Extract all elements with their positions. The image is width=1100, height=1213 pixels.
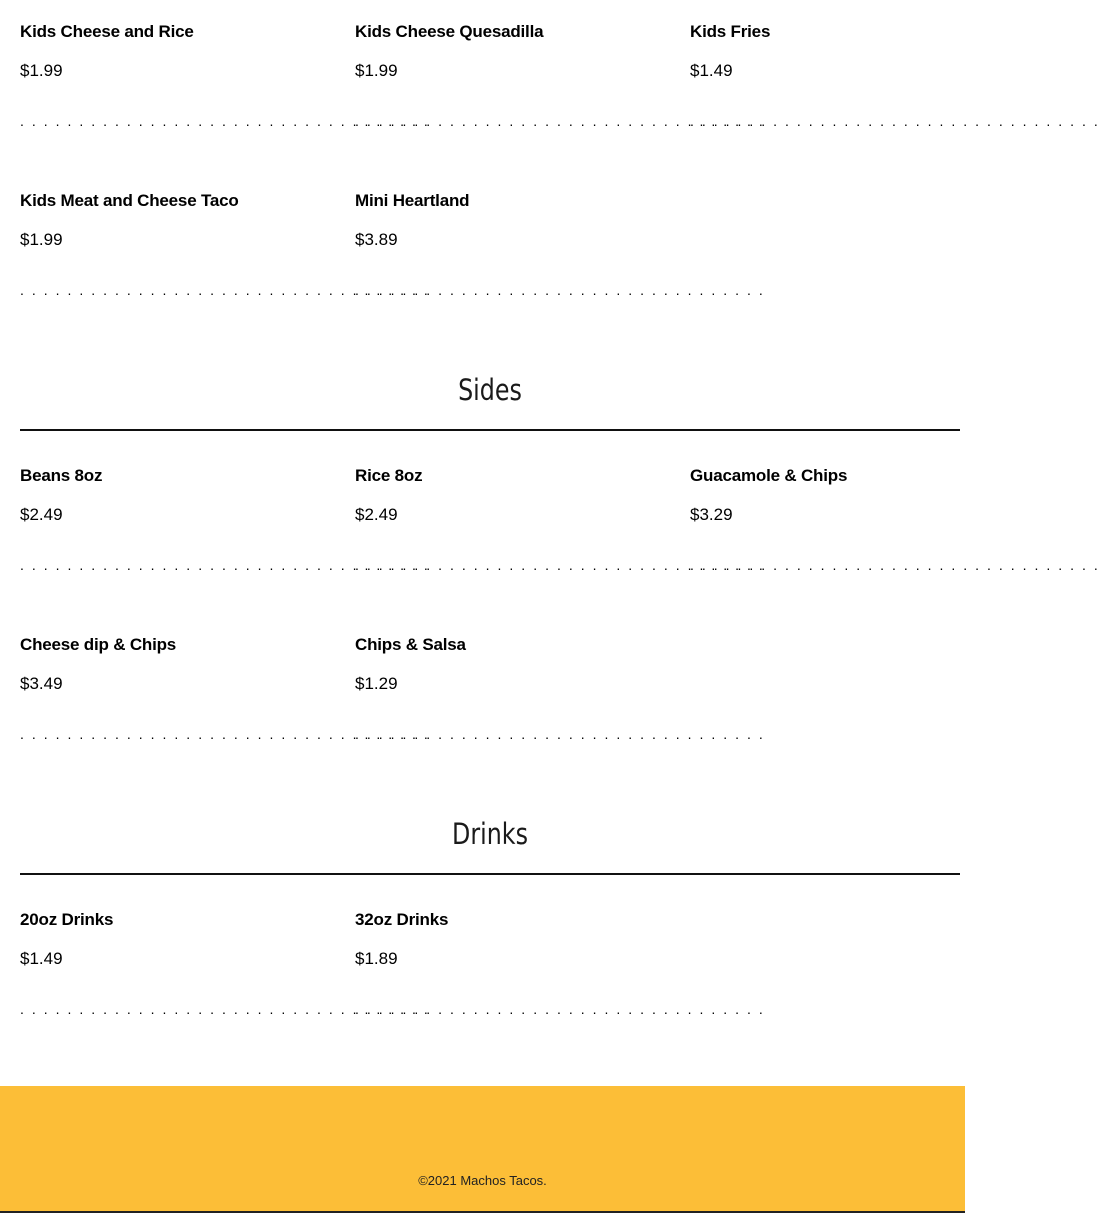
menu-item-divider: . . . . . . . . . . . . . . . . . . . . . . . . . . . . . . . . . . . [355,1001,765,1017]
menu-item-price: $2.49 [20,505,63,524]
menu-item-name: 20oz Drinks [20,910,114,929]
menu-item-name: Guacamole & Chips [690,466,848,485]
menu-item-price: $2.49 [355,505,398,524]
menu-item-divider: . . . . . . . . . . . . . . . . . . . . . . . . . . . . . . . . . . . [20,282,430,298]
menu-item-divider: . . . . . . . . . . . . . . . . . . . . . . . . . . . . . . . . . . . [20,113,430,129]
section-divider [20,873,960,875]
footer-copyright: ©2021 Machos Tacos. [418,1173,547,1188]
menu-item-price: $1.49 [20,949,63,968]
menu-item-divider: . . . . . . . . . . . . . . . . . . . . . . . . . . . . . . . . . . . [355,113,765,129]
menu-item-price: $1.49 [690,61,733,80]
menu-item-name: Kids Fries [690,22,771,41]
menu-item-name: Chips & Salsa [355,635,466,654]
menu-item-divider: . . . . . . . . . . . . . . . . . . . . . . . . . . . . . . . . . . . [20,557,430,573]
menu-item-name: Beans 8oz [20,466,103,485]
menu-item-divider: . . . . . . . . . . . . . . . . . . . . . . . . . . . . . . . . . . . [355,726,765,742]
menu-item-price: $3.29 [690,505,733,524]
site-footer [0,1086,965,1213]
menu-item-divider: . . . . . . . . . . . . . . . . . . . . . . . . . . . . . . . . . . . [355,557,765,573]
menu-item-divider: . . . . . . . . . . . . . . . . . . . . . . . . . . . . . . . . . . . [690,113,1100,129]
menu-item-divider: . . . . . . . . . . . . . . . . . . . . . . . . . . . . . . . . . . . [20,726,430,742]
menu-item-name: Kids Cheese and Rice [20,22,194,41]
menu-item-price: $3.49 [20,674,63,693]
section-title-drinks: Drinks [452,817,528,851]
menu-item-name: Kids Meat and Cheese Taco [20,191,239,210]
menu-item-name: Rice 8oz [355,466,423,485]
menu-item-price: $1.99 [355,61,398,80]
menu-item-price: $1.99 [20,61,63,80]
section-title-sides: Sides [458,373,522,407]
menu-item-name: Mini Heartland [355,191,470,210]
menu-item-price: $1.99 [20,230,63,249]
menu-item-divider: . . . . . . . . . . . . . . . . . . . . . . . . . . . . . . . . . . . [355,282,765,298]
menu-item-name: 32oz Drinks [355,910,449,929]
menu-item-price: $1.89 [355,949,398,968]
menu-item-price: $1.29 [355,674,398,693]
section-divider [20,429,960,431]
menu-item-divider: . . . . . . . . . . . . . . . . . . . . . . . . . . . . . . . . . . . [690,557,1100,573]
menu-item-price: $3.89 [355,230,398,249]
menu-item-divider: . . . . . . . . . . . . . . . . . . . . . . . . . . . . . . . . . . . [20,1001,430,1017]
menu-item-name: Kids Cheese Quesadilla [355,22,544,41]
menu-item-name: Cheese dip & Chips [20,635,177,654]
